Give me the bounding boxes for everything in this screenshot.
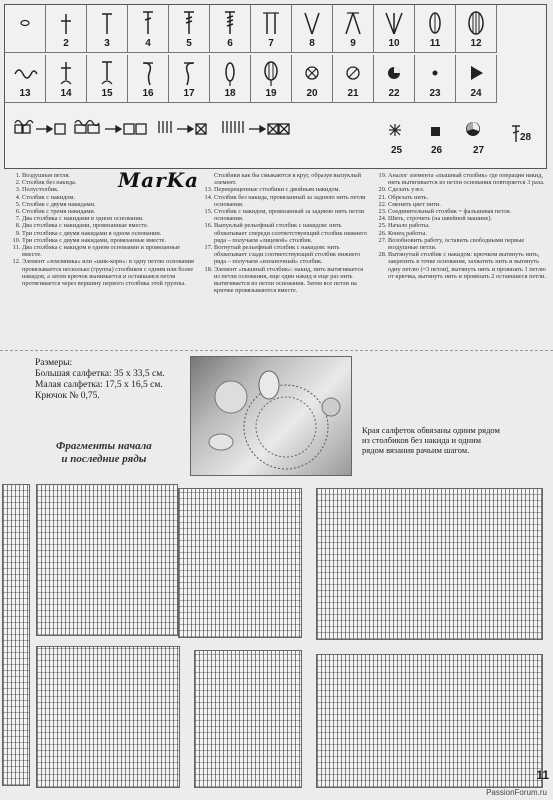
legend-column-2: Столбики как бы смыкаются в круг, образуя выпуклый элемент. 13. Перекрещенные столбики с двойным накидом. 14. Столбик без накида, провязанный за заднюю нить петли основания. 15. Столбик с накидом, провязанный за заднюю нить петли основания. 16. Выпуклый рельефный столбик с накидом: нить обхватывает спереди соответствующий столбик нижнего ряда – получаем «лицевой» столбик. 17. Вогнутый рельефный столбик с накидом: нить обхватывает сзади соответствующий столбик нижнего ряда – получаем «изнаночный» столбик. 18. Элемент «пышный столбик»: накид, нить вытягивается из петли основания, еще один накид и еще раз нить вытягивается из петли основания. Затем все петли на крючке провязываются вместе. <box>196 172 368 294</box>
symbol-cell-4: 4 <box>128 5 169 53</box>
symbol-cell-20: 20 <box>292 55 333 103</box>
symbol-cell-7: 7 <box>251 5 292 53</box>
symbol-cell-2: 2 <box>46 5 87 53</box>
symbol-cell-17: 17 <box>169 55 210 103</box>
chart-fragment-top-right <box>316 488 543 640</box>
chart-fragment-bottom-right <box>316 654 543 788</box>
symbol-cell-8: 8 <box>292 5 333 53</box>
symbol-cell-23: 23 <box>415 55 456 103</box>
watermark: PassionForum.ru <box>486 788 547 797</box>
legend-column-3: 19. Аналог элемента «пышный столбик» где операция накид, нить вытягивается из петли основания повторяется 3 раза. 20. Сделать узел. 21. Обрезать нить. 22. Сменить цвет нити. 23. Соединительный столбик = фальшивая петля. 24. Шить, строчить (на швейной машине). 25. Начало работы. 26. Конец работы. 27. Возобновить работу, оставить свободными первые воздушные петли. 28. Вытянутый столбик с накидом: крючком вытянуть нить, закрепить в точке основания, захватить нить и вытянуть одну петлю (=3 петли), вытянуть нить и провязать 1 петлю от крючка, вытянуть нить и провязать 2 оставшиеся петли. <box>370 172 550 280</box>
symbol-cell-13: 13 <box>5 55 46 103</box>
sizes-block: Размеры: Большая салфетка: 35 x 33,5 см. Малая салфетка: 17,5 x 16,5 см. Крючок № 0,75. <box>35 358 165 401</box>
chart-fragment-top-middle <box>178 488 302 638</box>
fragments-title: Фрагменты начала и последние ряды <box>56 440 152 465</box>
symbol-cell-24: 24 <box>456 55 497 103</box>
symbol-row-3: 25 26 27 28 <box>5 105 546 167</box>
symbol-cell-6: 6 <box>210 5 251 53</box>
symbol-cell-18: 18 <box>210 55 251 103</box>
doily-illustration <box>191 357 351 475</box>
symbol-cell-3: 3 <box>87 5 128 53</box>
symbol-cell-10: 10 <box>374 5 415 53</box>
symbol-cell-15: 15 <box>87 55 128 103</box>
brand-signature: MarKa <box>118 168 199 192</box>
asterisk-symbol <box>388 123 402 137</box>
page-number: 11 <box>536 768 549 782</box>
symbol-cell-11: 11 <box>415 5 456 53</box>
filled-square-symbol <box>429 125 443 139</box>
symbol-cell-12: 12 <box>456 5 497 53</box>
symbol-cell-9: 9 <box>333 5 374 53</box>
chart-fragment-bottom-left <box>36 646 180 788</box>
legend-column-1: 1. Воздушная петля. 2. Столбик без накида. 3. Полустолбик. 4. Столбик с накидом. 5. Столбик с двумя накидами. 6. Столбик с тремя накидами. 7. Два столбика с накидами в одном основании. 8. Два столбика с накидами, провязанные вместе. 9. Три столбика с двумя накидами в одном основании. 10. Три столбика с двумя накидами, провязанные вместе. 11. Два столбика с накидом в одном основании и провязанные вместе. 12. Элемент «земляника» или «шик-корн»: в одну петлю основания провязывается несколько (группа) столбиков с одним или более накидов, а затем крючок вынимается и оставшаяся петля протягивается через вершину первого столбика этой группы. <box>4 172 194 287</box>
symbol-cell-19: 19 <box>251 55 292 103</box>
chart-fragment-top-left <box>36 484 178 636</box>
chart-fragment-left-edge <box>2 484 30 786</box>
symbol-table <box>4 4 547 169</box>
section-divider <box>0 350 553 351</box>
sewing-symbols <box>11 115 356 145</box>
doilies-photo <box>190 356 352 476</box>
chart-fragment-bottom-middle <box>194 650 302 788</box>
symbol-cell-14: 14 <box>46 55 87 103</box>
symbol-cell-21: 21 <box>333 55 374 103</box>
symbol-cell-22: 22 <box>374 55 415 103</box>
symbol-cell-5: 5 <box>169 5 210 53</box>
start-circle-symbol <box>465 121 481 137</box>
symbol-cell-1 <box>5 5 46 53</box>
edging-caption: Края салфеток обвязаны одним рядом из столбиков без накида и одним рядом вязания рачьим шагом. <box>362 425 500 455</box>
symbol-cell-16: 16 <box>128 55 169 103</box>
